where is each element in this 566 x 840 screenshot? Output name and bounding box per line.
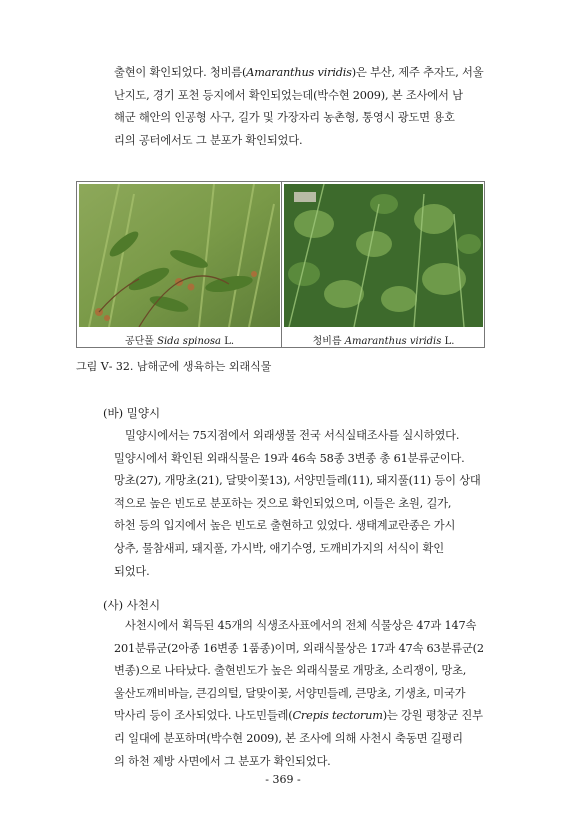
right-caption-author: L. (444, 336, 455, 347)
right-caption-scientific: Amaranthus viridis (344, 336, 442, 347)
intro-line: 해군 해안의 인공형 사구, 길가 및 가장자리 농촌형, 통영시 광도면 용호 (114, 111, 455, 125)
intro-line: 출현이 확인되었다. 청비름(Amaranthus viridis)은 부산, 제주 추자도, 서울 (114, 66, 484, 79)
left-caption-author: L. (224, 336, 235, 347)
paragraph-line: 적으로 높은 빈도로 분포하는 것으로 확인되었으며, 이들은 초원, 길가, (114, 496, 452, 510)
sida-spinosa-photo (79, 184, 280, 327)
left-caption-scientific: Sida spinosa (157, 336, 222, 347)
amaranthus-viridis-photo (284, 184, 483, 327)
plant-photo-icon (79, 184, 280, 327)
miryang-paragraph (114, 425, 490, 583)
paragraph-line: 사천시에서 획득된 45개의 식생조사표에서의 전체 식물상은 47과 147속 (125, 619, 477, 632)
sacheon-paragraph (114, 615, 490, 773)
intro-line: 리의 공터에서도 그 분포가 확인되었다. (114, 133, 303, 147)
paragraph-line: 의 하천 제방 사면에서 그 분포가 확인되었다. (114, 754, 331, 768)
page-number: - 369 - (265, 773, 301, 786)
scientific-name: Crepis tectorum (292, 709, 383, 723)
paragraph-line: 하천 등의 입지에서 높은 빈도로 출현하고 있었다. 생태계교란종은 가시 (114, 519, 456, 533)
paragraph-line: 울산도깨비바늘, 큰김의털, 달맞이꽃, 서양민들레, 큰망초, 기생초, 미국가 (114, 686, 466, 700)
intro-paragraph (114, 62, 490, 152)
paragraph-line: 밀양시에서 확인된 외래식물은 19과 46속 58종 3변종 총 61분류군이다. (114, 451, 465, 465)
paragraph-line: 되었다. (114, 564, 150, 578)
paragraph-line: 리 일대에 분포하며(박수현 2009), 본 조사에 의해 사천시 축동면 길평리 (114, 731, 463, 745)
left-caption-korean: 공단풀 (124, 336, 154, 347)
left-caption (79, 332, 280, 347)
section-heading-sacheon: (사) 사천시 (103, 598, 161, 612)
right-caption-korean: 청비름 (312, 336, 342, 347)
scientific-name: Amaranthus viridis (246, 66, 352, 79)
paragraph-line: 변종)으로 나타났다. 출현빈도가 높은 외래식물로 개망초, 소리쟁이, 망초, (114, 664, 467, 678)
paragraph-line: 밀양시에서는 75지점에서 외래생물 전국 서식실태조사를 실시하였다. (125, 429, 460, 442)
section-heading-miryang: (바) 밀양시 (103, 406, 161, 420)
figure-title: 그림 Ⅴ- 32. 남해군에 생육하는 외래식물 (76, 360, 272, 373)
figure-panel (76, 181, 485, 348)
intro-line: 난지도, 경기 포천 등지에서 확인되었는데(박수현 2009), 본 조사에서 남 (114, 88, 463, 102)
plant-photo-icon (284, 184, 483, 327)
figure-divider (281, 182, 282, 347)
paragraph-line: 201분류군(2아종 16변종 1품종)이며, 외래식물상은 17과 47속 63분류군(2 (114, 641, 484, 655)
right-caption (284, 332, 483, 347)
paragraph-line: 상추, 물참새피, 돼지풀, 가시박, 애기수영, 도깨비가지의 서식이 확인 (114, 541, 444, 555)
paragraph-line: 막사리 등이 조사되었다. 나도민들레(Crepis tectorum)는 강원 평창군 진부 (114, 709, 483, 723)
paragraph-line: 망초(27), 개망초(21), 달맞이꽃13), 서양민들레(11), 돼지풀(11) 등이 상대 (114, 474, 481, 488)
